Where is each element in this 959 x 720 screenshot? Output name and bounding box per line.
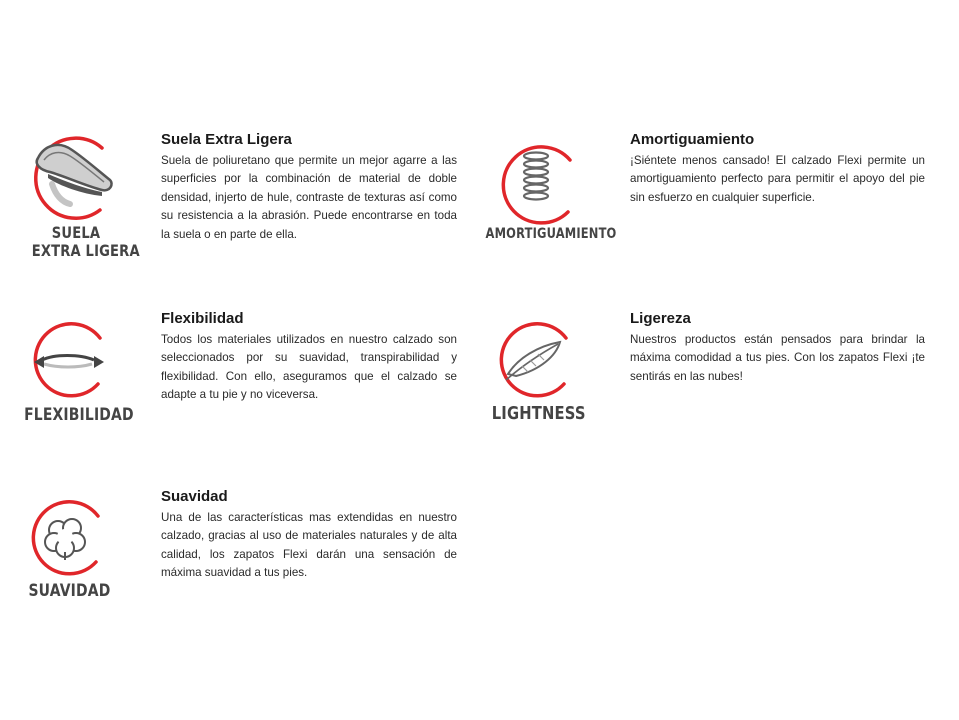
flex-icon-block [14,318,134,428]
spring-icon-block [474,140,617,248]
spring-icon [474,140,602,226]
feature-description: Todos los materiales utilizados en nuestro calzado son seleccionados por su suavidad, transpirabilidad y flexibilidad. Con ello, aseguramos que el calzado se adapte a tu pie y no viceversa. [161,333,457,402]
feature-description: Nuestros productos están pensados para brindar la máxima comodidad a tus pies. Con los zapatos Flexi ¡te sentirás en las nubes! [630,333,925,383]
cotton-icon [20,496,114,580]
feather-icon-label: LIGHTNESS [491,403,586,424]
feature-title: Suavidad [161,488,228,505]
feature-text-amortiguamiento [630,131,925,207]
feature-title: Amortiguamiento [630,131,755,148]
sole-icon-block [22,128,140,264]
feature-title: Suela Extra Ligera [161,131,292,148]
cotton-icon-label: SUAVIDAD [28,581,111,601]
feature-description: Una de las características mas extendidas en nuestro calzado, gracias al uso de materiales naturales y de alta calidad, los zapatos Flexi darán una sensación de máxima suavidad a tus pies. [161,511,457,580]
feature-text-ligereza [630,310,925,386]
cotton-icon-block [20,496,114,604]
feature-text-suela [161,131,457,244]
feature-description: ¡Siéntete menos cansado! El calzado Flexi permite un amortiguamiento perfecto para permitir el apoyo del pie sin esfuerzo en cualquier superficie. [630,154,925,204]
sole-icon [22,128,130,228]
feather-icon-block [482,318,590,426]
spring-icon-label: AMORTIGUAMIENTO [485,226,617,242]
flex-arrows-icon [14,318,126,402]
feature-description: Suela de poliuretano que permite un mejor agarre a las superficies por la combinación de material de doble densidad, injerto de hule, contraste de texturas así como su resistencia a la abrasión. Puede encontrarse en toda la suela o en parte de ella. [161,154,457,241]
feature-title: Ligereza [630,310,691,327]
sole-icon-label-line2: EXTRA LIGERA [31,241,140,260]
sole-icon-label-line1: SUELA [51,223,101,242]
feature-text-suavidad [161,488,457,583]
feather-icon [482,318,590,402]
flex-icon-label: FLEXIBILIDAD [24,405,134,425]
feature-text-flexibilidad [161,310,457,405]
feature-title: Flexibilidad [161,310,244,327]
